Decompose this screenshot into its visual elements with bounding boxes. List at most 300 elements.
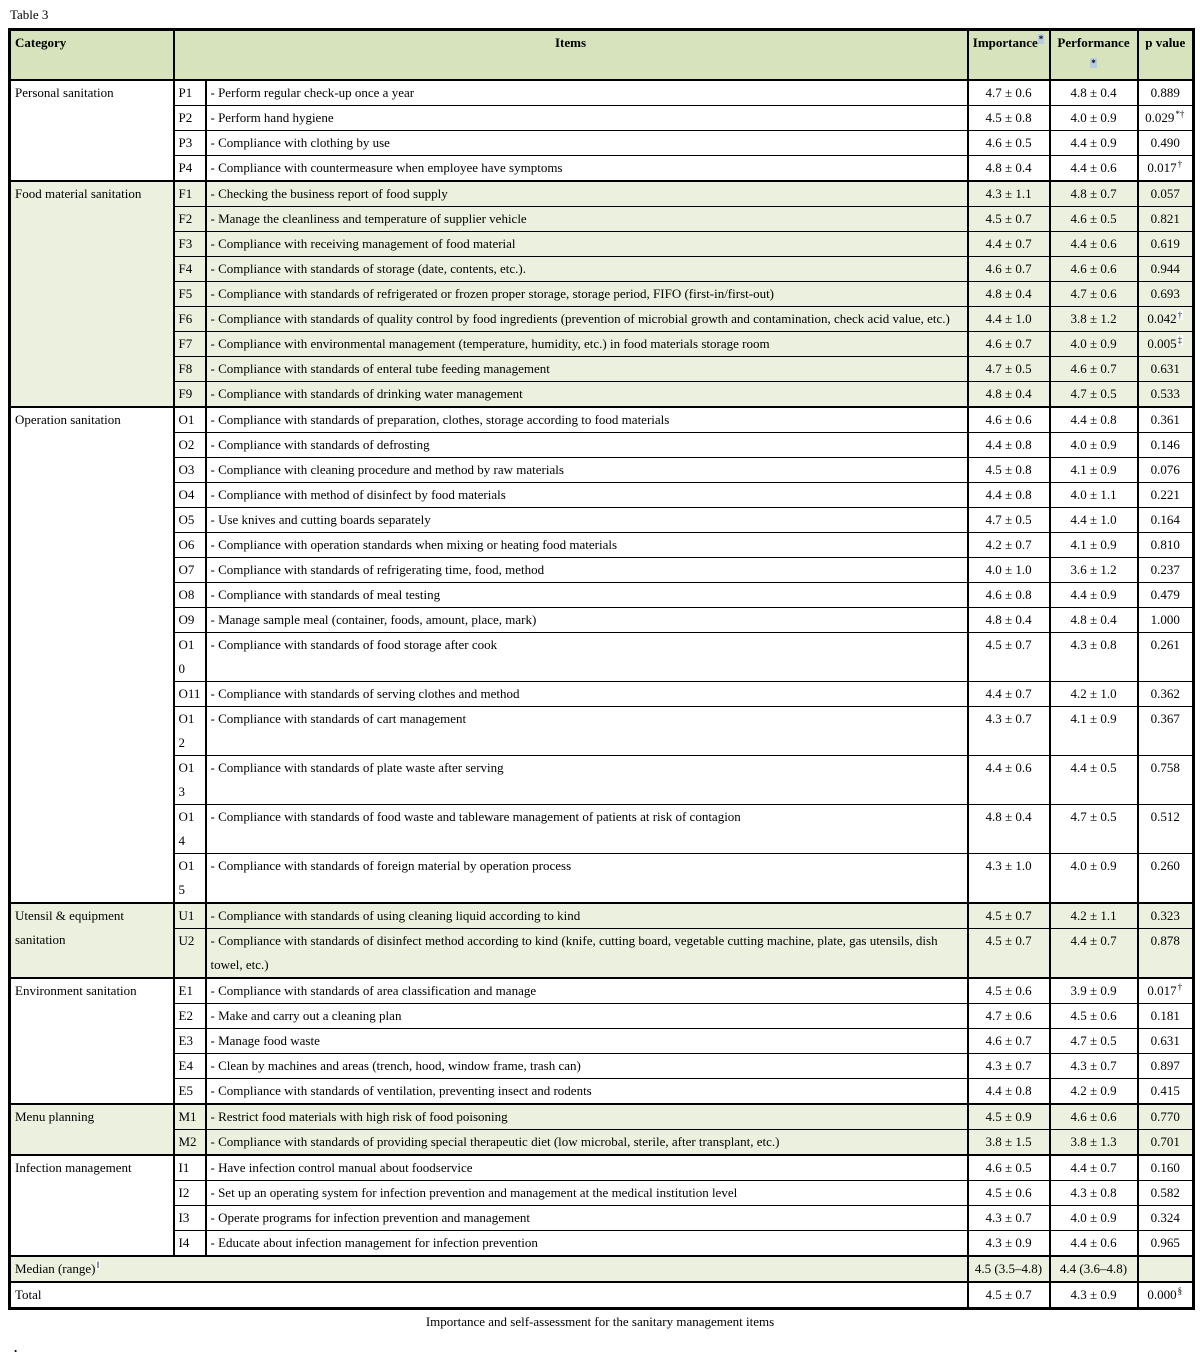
p-value-cell (1138, 903, 1194, 929)
table-row (10, 458, 1194, 483)
item-text-cell: - Compliance with standards of disinfect method according to kind (knife, cutting board, vegetable cutting machine, plate, gas utensils, dish towel, etc.) (206, 929, 968, 979)
performance-cell: 4.4 (3.6–4.8) (1050, 1256, 1138, 1282)
table-row (10, 929, 1194, 979)
p-value-cell (1138, 1181, 1194, 1206)
item-text-cell: - Compliance with countermeasure when employee have symptoms (206, 156, 968, 182)
item-text-cell: - Have infection control manual about foodservice (206, 1155, 968, 1181)
item-code-cell: F4 (174, 257, 206, 282)
item-text-cell: - Compliance with standards of storage (date, contents, etc.). (206, 257, 968, 282)
importance-cell: 4.2 ± 0.7 (968, 533, 1050, 558)
p-value-cell-text: 0.057 (1150, 186, 1180, 201)
footer-footnote-mark: ‖ (96, 1259, 100, 1270)
item-text-cell: - Compliance with standards of cart management (206, 707, 968, 756)
item-text-cell: - Compliance with cleaning procedure and method by raw materials (206, 458, 968, 483)
performance-cell: 4.3 ± 0.9 (1050, 1282, 1138, 1309)
performance-cell: 4.6 ± 0.6 (1050, 257, 1138, 282)
p-value-cell-text: 0.221 (1150, 487, 1180, 502)
performance-cell: 4.0 ± 0.9 (1050, 1206, 1138, 1231)
table-row (10, 282, 1194, 307)
table-row (10, 1155, 1194, 1181)
p-value-cell-text: 0.323 (1150, 908, 1180, 923)
category-cell: Personal sanitation (10, 80, 174, 181)
performance-cell: 4.4 ± 0.8 (1050, 407, 1138, 433)
item-code-cell: O10 (174, 633, 206, 682)
table-row (10, 1054, 1194, 1079)
importance-cell: 4.5 (3.5–4.8) (968, 1256, 1050, 1282)
p-value-cell-text: 0.000 (1147, 1287, 1177, 1302)
item-code-cell: O4 (174, 483, 206, 508)
item-text-cell: - Compliance with operation standards when mixing or heating food materials (206, 533, 968, 558)
performance-cell: 4.2 ± 1.0 (1050, 682, 1138, 707)
item-code-cell: F2 (174, 207, 206, 232)
importance-cell: 4.0 ± 1.0 (968, 558, 1050, 583)
p-value-cell-text: 0.181 (1150, 1008, 1180, 1023)
p-value-cell (1138, 1256, 1194, 1282)
item-text-cell: - Compliance with standards of refrigerated or frozen proper storage, storage period, FIFO (first-in/first-out) (206, 282, 968, 307)
importance-cell: 4.8 ± 0.4 (968, 805, 1050, 854)
p-value-cell-text: 0.693 (1150, 286, 1180, 301)
table-row (10, 156, 1194, 182)
importance-cell: 4.6 ± 0.6 (968, 407, 1050, 433)
performance-cell: 4.0 ± 0.9 (1050, 106, 1138, 131)
p-value-cell (1138, 1029, 1194, 1054)
p-value-cell-text: 0.324 (1150, 1210, 1180, 1225)
performance-cell: 4.4 ± 0.6 (1050, 232, 1138, 257)
importance-cell: 4.6 ± 0.7 (968, 332, 1050, 357)
importance-cell: 4.6 ± 0.7 (968, 257, 1050, 282)
p-value-cell-text: 0.512 (1150, 809, 1180, 824)
p-value-cell (1138, 232, 1194, 257)
item-text-cell: - Compliance with standards of using cleaning liquid according to kind (206, 903, 968, 929)
performance-cell: 3.8 ± 1.3 (1050, 1130, 1138, 1156)
importance-cell: 4.5 ± 0.8 (968, 106, 1050, 131)
performance-cell: 4.4 ± 0.5 (1050, 756, 1138, 805)
p-value-cell (1138, 357, 1194, 382)
table-row (10, 1130, 1194, 1156)
item-text-cell: - Compliance with standards of ventilation, preventing insect and rodents (206, 1079, 968, 1105)
item-code-cell: O9 (174, 608, 206, 633)
table-row (10, 558, 1194, 583)
performance-cell: 3.9 ± 0.9 (1050, 978, 1138, 1004)
table-row (10, 382, 1194, 408)
table-row (10, 207, 1194, 232)
p-value-cell (1138, 1104, 1194, 1130)
item-code-cell: O6 (174, 533, 206, 558)
p-value-cell (1138, 80, 1194, 106)
p-value-cell (1138, 181, 1194, 207)
table-row (10, 1181, 1194, 1206)
performance-cell: 4.4 ± 0.6 (1050, 1231, 1138, 1257)
category-cell: Menu planning (10, 1104, 174, 1155)
p-value-cell (1138, 407, 1194, 433)
importance-cell: 4.8 ± 0.4 (968, 608, 1050, 633)
item-text-cell: - Manage the cleanliness and temperature of supplier vehicle (206, 207, 968, 232)
table-row (10, 257, 1194, 282)
performance-cell: 3.8 ± 1.2 (1050, 307, 1138, 332)
importance-cell: 4.3 ± 0.7 (968, 707, 1050, 756)
p-value-cell-text: 0.076 (1150, 462, 1180, 477)
importance-cell: 4.7 ± 0.5 (968, 357, 1050, 382)
p-value-cell (1138, 533, 1194, 558)
column-header-importance-label: Importance (972, 35, 1038, 50)
item-text-cell: - Compliance with standards of meal testing (206, 583, 968, 608)
item-code-cell: O5 (174, 508, 206, 533)
p-value-cell (1138, 1130, 1194, 1156)
p-value-cell-text: 0.237 (1150, 562, 1180, 577)
item-text-cell: - Perform hand hygiene (206, 106, 968, 131)
p-value-footnote-mark: † (1177, 981, 1183, 992)
importance-cell: 4.5 ± 0.7 (968, 207, 1050, 232)
item-text-cell: - Use knives and cutting boards separately (206, 508, 968, 533)
p-value-cell (1138, 633, 1194, 682)
column-header-performance (1050, 30, 1138, 81)
p-value-cell-text: 0.965 (1150, 1235, 1180, 1250)
p-value-cell-text: 0.619 (1150, 236, 1180, 251)
performance-cell: 4.4 ± 0.7 (1050, 929, 1138, 979)
item-code-cell: O1 (174, 407, 206, 433)
p-value-cell (1138, 1155, 1194, 1181)
item-code-cell: O7 (174, 558, 206, 583)
p-value-cell-text: 0.362 (1150, 686, 1180, 701)
table-row (10, 756, 1194, 805)
p-value-cell-text: 0.146 (1150, 437, 1180, 452)
importance-cell: 4.5 ± 0.6 (968, 978, 1050, 1004)
item-code-cell: P3 (174, 131, 206, 156)
p-value-cell (1138, 257, 1194, 282)
item-code-cell: O8 (174, 583, 206, 608)
item-code-cell: E1 (174, 978, 206, 1004)
table-row (10, 1029, 1194, 1054)
table-row (10, 1004, 1194, 1029)
p-value-cell-text: 0.631 (1150, 1033, 1180, 1048)
performance-cell: 4.1 ± 0.9 (1050, 707, 1138, 756)
category-cell: Infection management (10, 1155, 174, 1256)
p-value-cell (1138, 707, 1194, 756)
table-row (10, 1256, 1194, 1282)
p-value-cell (1138, 282, 1194, 307)
item-text-cell: - Compliance with standards of food waste and tableware management of patients at risk of contagion (206, 805, 968, 854)
column-header-performance-label: Performance (1057, 35, 1130, 50)
performance-cell: 4.3 ± 0.8 (1050, 633, 1138, 682)
column-header-items: Items (174, 30, 968, 81)
p-value-cell-text: 0.758 (1150, 760, 1180, 775)
p-value-cell (1138, 1054, 1194, 1079)
p-value-footnote-mark: ‡ (1177, 334, 1183, 345)
table-row (10, 1079, 1194, 1105)
table-row (10, 106, 1194, 131)
footer-label-text: Total (15, 1287, 42, 1302)
table-row (10, 181, 1194, 207)
importance-cell: 4.7 ± 0.5 (968, 508, 1050, 533)
item-code-cell: I4 (174, 1231, 206, 1257)
item-text-cell: - Operate programs for infection prevention and management (206, 1206, 968, 1231)
importance-cell: 4.6 ± 0.5 (968, 131, 1050, 156)
importance-cell: 4.4 ± 0.8 (968, 1079, 1050, 1105)
item-text-cell: - Compliance with standards of refrigerating time, food, method (206, 558, 968, 583)
category-cell: Environment sanitation (10, 978, 174, 1104)
table-row (10, 332, 1194, 357)
p-value-cell-text: 0.821 (1150, 211, 1180, 226)
p-value-cell (1138, 682, 1194, 707)
performance-cell: 4.3 ± 0.8 (1050, 1181, 1138, 1206)
table-label: Table 3 (10, 7, 49, 22)
item-text-cell: - Compliance with standards of foreign material by operation process (206, 854, 968, 904)
performance-cell: 4.1 ± 0.9 (1050, 533, 1138, 558)
p-value-cell-text: 0.160 (1150, 1160, 1180, 1175)
item-code-cell: I1 (174, 1155, 206, 1181)
p-value-cell (1138, 207, 1194, 232)
p-value-cell-text: 0.889 (1150, 85, 1180, 100)
table-row (10, 633, 1194, 682)
table-row (10, 508, 1194, 533)
importance-cell: 4.5 ± 0.7 (968, 929, 1050, 979)
footer-label-text: Median (range) (15, 1261, 96, 1276)
footer-label-cell (10, 1256, 968, 1282)
performance-cell: 4.0 ± 0.9 (1050, 433, 1138, 458)
table-row (10, 583, 1194, 608)
item-code-cell: F8 (174, 357, 206, 382)
p-value-cell (1138, 978, 1194, 1004)
item-text-cell: - Perform regular check-up once a year (206, 80, 968, 106)
p-value-cell (1138, 382, 1194, 408)
item-code-cell: P4 (174, 156, 206, 182)
p-value-cell-text: 0.878 (1150, 933, 1180, 948)
importance-cell: 4.4 ± 0.6 (968, 756, 1050, 805)
column-header-pvalue: p value (1138, 30, 1194, 81)
item-text-cell: - Compliance with clothing by use (206, 131, 968, 156)
importance-cell: 4.3 ± 0.9 (968, 1231, 1050, 1257)
item-text-cell: - Checking the business report of food supply (206, 181, 968, 207)
item-text-cell: - Restrict food materials with high risk of food poisoning (206, 1104, 968, 1130)
item-code-cell: F7 (174, 332, 206, 357)
performance-cell: 4.4 ± 0.9 (1050, 583, 1138, 608)
sanitary-management-table (8, 28, 1195, 1310)
table-row (10, 433, 1194, 458)
item-code-cell: O15 (174, 854, 206, 904)
performance-cell: 3.6 ± 1.2 (1050, 558, 1138, 583)
p-value-cell-text: 0.367 (1150, 711, 1180, 726)
item-text-cell: - Compliance with standards of providing special therapeutic diet (low microbal, sterile, after transplant, etc.) (206, 1130, 968, 1156)
table-row (10, 854, 1194, 904)
importance-cell: 4.4 ± 0.8 (968, 433, 1050, 458)
item-code-cell: O2 (174, 433, 206, 458)
performance-cell: 4.4 ± 0.6 (1050, 156, 1138, 182)
importance-cell: 4.3 ± 1.0 (968, 854, 1050, 904)
p-value-cell-text: 0.490 (1150, 135, 1180, 150)
performance-cell: 4.2 ± 0.9 (1050, 1079, 1138, 1105)
performance-cell: 4.2 ± 1.1 (1050, 903, 1138, 929)
item-code-cell: F3 (174, 232, 206, 257)
p-value-cell-text: 0.479 (1150, 587, 1180, 602)
performance-cell: 4.4 ± 0.7 (1050, 1155, 1138, 1181)
p-value-footnote-mark: § (1177, 1285, 1183, 1296)
table-row (10, 483, 1194, 508)
trailing-period: . (14, 1340, 18, 1355)
item-code-cell: O14 (174, 805, 206, 854)
item-code-cell: U2 (174, 929, 206, 979)
p-value-cell (1138, 458, 1194, 483)
p-value-cell (1138, 854, 1194, 904)
p-value-cell (1138, 558, 1194, 583)
performance-cell: 4.6 ± 0.6 (1050, 1104, 1138, 1130)
performance-cell: 4.3 ± 0.7 (1050, 1054, 1138, 1079)
table-row (10, 608, 1194, 633)
item-code-cell: F5 (174, 282, 206, 307)
performance-cell: 4.7 ± 0.6 (1050, 282, 1138, 307)
p-value-footnote-mark: *† (1175, 108, 1185, 119)
p-value-cell (1138, 433, 1194, 458)
importance-cell: 4.3 ± 0.7 (968, 1054, 1050, 1079)
table-caption: Importance and self-assessment for the sanitary management items (425, 1314, 775, 1329)
performance-cell: 4.8 ± 0.4 (1050, 608, 1138, 633)
category-cell: Food material sanitation (10, 181, 174, 407)
item-text-cell: - Clean by machines and areas (trench, hood, window frame, trash can) (206, 1054, 968, 1079)
importance-cell: 3.8 ± 1.5 (968, 1130, 1050, 1156)
p-value-cell (1138, 756, 1194, 805)
performance-cell: 4.4 ± 0.9 (1050, 131, 1138, 156)
performance-cell: 4.0 ± 0.9 (1050, 854, 1138, 904)
item-code-cell: I3 (174, 1206, 206, 1231)
column-header-importance (968, 30, 1050, 81)
p-value-cell-text: 0.770 (1150, 1109, 1180, 1124)
item-code-cell: O11 (174, 682, 206, 707)
item-code-cell: I2 (174, 1181, 206, 1206)
table-row (10, 407, 1194, 433)
item-code-cell: U1 (174, 903, 206, 929)
p-value-cell-text: 0.017 (1147, 160, 1177, 175)
p-value-cell-text: 0.361 (1150, 412, 1180, 427)
item-text-cell: - Compliance with standards of food storage after cook (206, 633, 968, 682)
performance-cell: 4.6 ± 0.5 (1050, 207, 1138, 232)
performance-cell: 4.8 ± 0.7 (1050, 181, 1138, 207)
p-value-cell (1138, 805, 1194, 854)
importance-cell: 4.5 ± 0.7 (968, 1282, 1050, 1309)
performance-footnote-mark: * (1091, 57, 1096, 68)
importance-cell: 4.4 ± 0.8 (968, 483, 1050, 508)
item-code-cell: O3 (174, 458, 206, 483)
importance-cell: 4.3 ± 0.7 (968, 1206, 1050, 1231)
item-text-cell: - Compliance with standards of area classification and manage (206, 978, 968, 1004)
table-row (10, 1206, 1194, 1231)
item-code-cell: E3 (174, 1029, 206, 1054)
p-value-cell (1138, 332, 1194, 357)
p-value-cell (1138, 156, 1194, 182)
importance-cell: 4.6 ± 0.8 (968, 583, 1050, 608)
p-value-cell (1138, 508, 1194, 533)
item-code-cell: O12 (174, 707, 206, 756)
p-value-cell-text: 0.810 (1150, 537, 1180, 552)
p-value-cell (1138, 1282, 1194, 1309)
p-value-cell (1138, 1206, 1194, 1231)
importance-cell: 4.4 ± 0.7 (968, 682, 1050, 707)
item-text-cell: - Compliance with standards of drinking water management (206, 382, 968, 408)
item-text-cell: - Manage sample meal (container, foods, amount, place, mark) (206, 608, 968, 633)
performance-cell: 4.7 ± 0.5 (1050, 382, 1138, 408)
p-value-cell-text: 0.701 (1150, 1134, 1180, 1149)
importance-cell: 4.4 ± 1.0 (968, 307, 1050, 332)
p-value-cell (1138, 929, 1194, 979)
p-value-cell-text: 0.533 (1150, 386, 1180, 401)
item-code-cell: P1 (174, 80, 206, 106)
p-value-cell (1138, 483, 1194, 508)
table-row (10, 1231, 1194, 1257)
performance-cell: 4.6 ± 0.7 (1050, 357, 1138, 382)
table-row (10, 232, 1194, 257)
item-text-cell: - Make and carry out a cleaning plan (206, 1004, 968, 1029)
importance-cell: 4.8 ± 0.4 (968, 282, 1050, 307)
category-cell: Operation sanitation (10, 407, 174, 903)
importance-cell: 4.8 ± 0.4 (968, 156, 1050, 182)
importance-cell: 4.3 ± 1.1 (968, 181, 1050, 207)
item-text-cell: - Compliance with method of disinfect by food materials (206, 483, 968, 508)
footer-label-cell (10, 1282, 968, 1309)
p-value-cell (1138, 583, 1194, 608)
p-value-footnote-mark: † (1177, 309, 1183, 320)
p-value-cell-text: 0.897 (1150, 1058, 1180, 1073)
item-code-cell: F6 (174, 307, 206, 332)
performance-cell: 4.5 ± 0.6 (1050, 1004, 1138, 1029)
p-value-cell (1138, 608, 1194, 633)
item-code-cell: M1 (174, 1104, 206, 1130)
table-row (10, 307, 1194, 332)
p-value-cell-text: 0.261 (1150, 637, 1180, 652)
table-row (10, 707, 1194, 756)
importance-cell: 4.5 ± 0.9 (968, 1104, 1050, 1130)
item-text-cell: - Compliance with standards of preparation, clothes, storage according to food materials (206, 407, 968, 433)
item-text-cell: - Compliance with receiving management of food material (206, 232, 968, 257)
item-text-cell: - Manage food waste (206, 1029, 968, 1054)
p-value-cell (1138, 106, 1194, 131)
table-row (10, 682, 1194, 707)
p-value-cell-text: 0.415 (1150, 1083, 1180, 1098)
p-value-cell (1138, 131, 1194, 156)
performance-cell: 4.7 ± 0.5 (1050, 1029, 1138, 1054)
importance-cell: 4.5 ± 0.8 (968, 458, 1050, 483)
item-text-cell: - Compliance with standards of plate waste after serving (206, 756, 968, 805)
p-value-cell-text: 0.005 (1147, 336, 1177, 351)
item-text-cell: - Compliance with standards of serving clothes and method (206, 682, 968, 707)
item-text-cell: - Educate about infection management for infection prevention (206, 1231, 968, 1257)
table-row (10, 80, 1194, 106)
table-row (10, 357, 1194, 382)
item-code-cell: E4 (174, 1054, 206, 1079)
performance-cell: 4.8 ± 0.4 (1050, 80, 1138, 106)
header-row (10, 30, 1194, 81)
table-row (10, 1104, 1194, 1130)
item-text-cell: - Set up an operating system for infection prevention and management at the medical institution level (206, 1181, 968, 1206)
item-code-cell: E5 (174, 1079, 206, 1105)
performance-cell: 4.1 ± 0.9 (1050, 458, 1138, 483)
importance-cell: 4.7 ± 0.6 (968, 80, 1050, 106)
item-code-cell: F1 (174, 181, 206, 207)
performance-cell: 4.4 ± 1.0 (1050, 508, 1138, 533)
p-value-cell-text: 0.631 (1150, 361, 1180, 376)
item-code-cell: O13 (174, 756, 206, 805)
p-value-cell (1138, 1079, 1194, 1105)
performance-cell: 4.0 ± 0.9 (1050, 332, 1138, 357)
p-value-cell-text: 0.582 (1150, 1185, 1180, 1200)
item-code-cell: F9 (174, 382, 206, 408)
importance-cell: 4.8 ± 0.4 (968, 382, 1050, 408)
p-value-cell-text: 1.000 (1150, 612, 1180, 627)
item-text-cell: - Compliance with environmental management (temperature, humidity, etc.) in food materials storage room (206, 332, 968, 357)
table-row (10, 1282, 1194, 1309)
importance-cell: 4.7 ± 0.6 (968, 1004, 1050, 1029)
importance-cell: 4.6 ± 0.7 (968, 1029, 1050, 1054)
item-code-cell: P2 (174, 106, 206, 131)
p-value-cell (1138, 307, 1194, 332)
table-row (10, 978, 1194, 1004)
